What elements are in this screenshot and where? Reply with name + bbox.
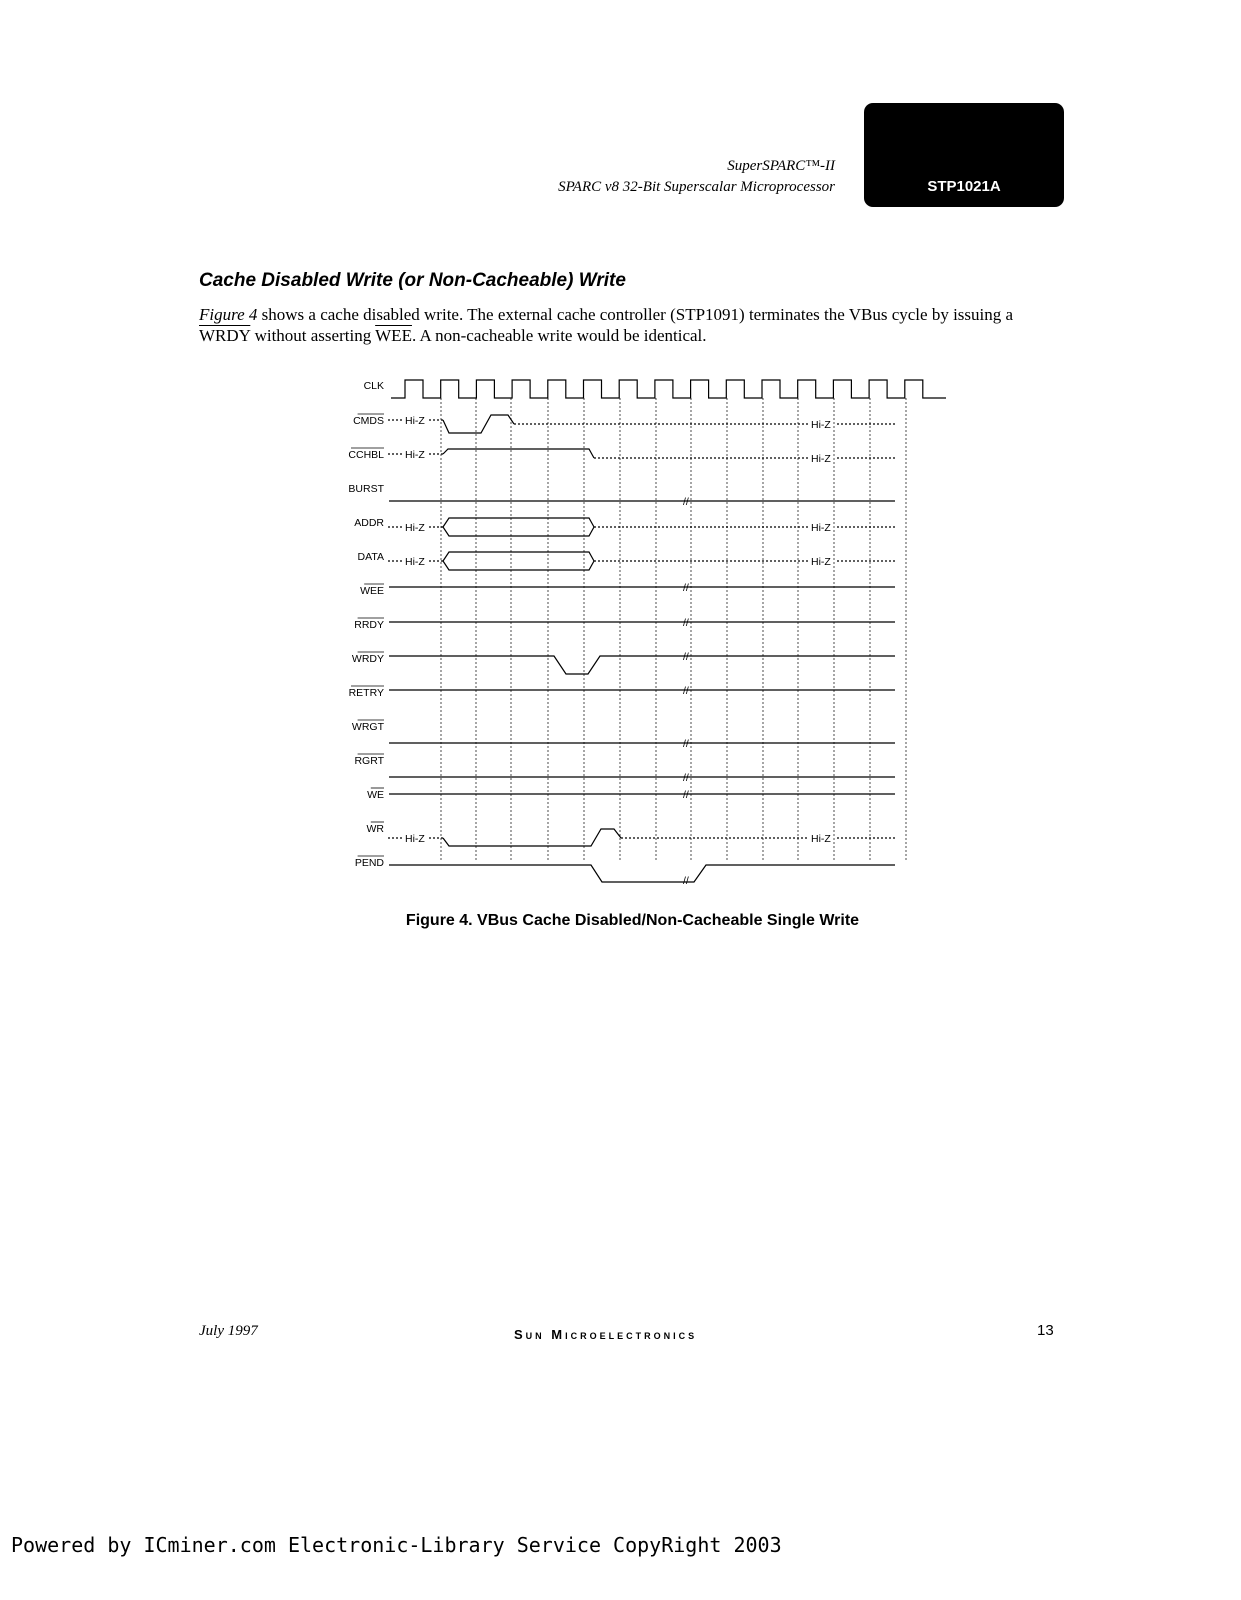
wee-signal-ref: $\overline{WEE}$: [375, 326, 412, 345]
figure-reference: Figure 4: [199, 305, 258, 324]
break-mark-wrgt: //: [683, 738, 689, 750]
hiz-label-end-cchbl: Hi-Z: [811, 453, 831, 465]
hiz-label-start-cchbl: Hi-Z: [405, 449, 425, 461]
break-mark-pend: //: [683, 875, 689, 887]
signal-label-pend: PEND: [354, 857, 384, 869]
signal-label-wr: WR: [366, 823, 384, 835]
figure-caption: Figure 4. VBus Cache Disabled/Non-Cacheable Single Write: [405, 912, 860, 929]
signal-label-data: DATA: [357, 551, 384, 563]
signal-label-we: WE: [367, 789, 384, 801]
hiz-label-start-wr: Hi-Z: [405, 833, 425, 845]
break-mark-rrdy: //: [683, 617, 689, 629]
page-number: 13: [1037, 1322, 1054, 1339]
wrdy-signal-ref: WRDY: [199, 326, 251, 345]
signal-label-clk: CLK: [363, 380, 384, 392]
footer-date: July 1997: [199, 1323, 258, 1339]
hiz-label-start-addr: Hi-Z: [405, 522, 425, 534]
hiz-label-end-wr: Hi-Z: [811, 833, 831, 845]
waveform-wrdy: [389, 656, 895, 674]
signal-label-retry: RETRY: [348, 687, 384, 699]
break-mark-wrdy: //: [683, 651, 689, 663]
hiz-label-end-cmds: Hi-Z: [811, 419, 831, 431]
waveform-cchbl: [443, 449, 594, 458]
signal-label-addr: ADDR: [354, 517, 384, 529]
hiz-label-start-data: Hi-Z: [405, 556, 425, 568]
part-number: STP1021A: [927, 178, 1001, 195]
signal-label-cmds: CMDS: [353, 415, 384, 427]
signal-label-wrgt: WRGT: [351, 721, 384, 733]
watermark-text: Powered by ICminer.com Electronic-Library Service CopyRight 2003: [11, 1533, 782, 1557]
bus-data: [443, 552, 594, 570]
paragraph-text-3: . A non-cacheable write would be identical.: [411, 326, 707, 345]
signal-label-wrdy: WRDY: [351, 653, 384, 665]
waveform-cmds: [443, 415, 514, 433]
signal-label-rgrt: RGRT: [354, 755, 384, 767]
break-mark-retry: //: [683, 685, 689, 697]
waveform-pend: [389, 865, 895, 882]
break-mark-burst: //: [683, 496, 689, 508]
section-title: Cache Disabled Write (or Non-Cacheable) Write: [199, 270, 626, 291]
break-mark-wee: //: [683, 582, 689, 594]
header-product-name: SuperSPARC™-II: [727, 158, 835, 174]
bus-addr: [443, 518, 594, 536]
waveform-wr: [443, 829, 621, 846]
footer-company: Sun Microelectronics: [514, 1327, 698, 1342]
hiz-label-start-cmds: Hi-Z: [405, 415, 425, 427]
signal-label-cchbl: CCHBL: [348, 449, 384, 461]
paragraph-text-1: shows a cache disabled write. The external cache controller (STP1091) terminates the VBus cycle by issuing a: [257, 305, 1014, 324]
hiz-label-end-addr: Hi-Z: [811, 522, 831, 534]
signal-label-burst: BURST: [348, 483, 384, 495]
break-mark-we: //: [683, 789, 689, 801]
break-mark-rgrt: //: [683, 772, 689, 784]
header-subtitle: SPARC v8 32-Bit Superscalar Microprocessor: [558, 179, 835, 195]
signal-label-wee: WEE: [360, 585, 384, 597]
hiz-label-end-data: Hi-Z: [811, 556, 831, 568]
signal-label-rrdy: RRDY: [354, 619, 384, 631]
paragraph-text-2: without asserting: [250, 326, 376, 345]
waveform-clk: [391, 380, 946, 398]
